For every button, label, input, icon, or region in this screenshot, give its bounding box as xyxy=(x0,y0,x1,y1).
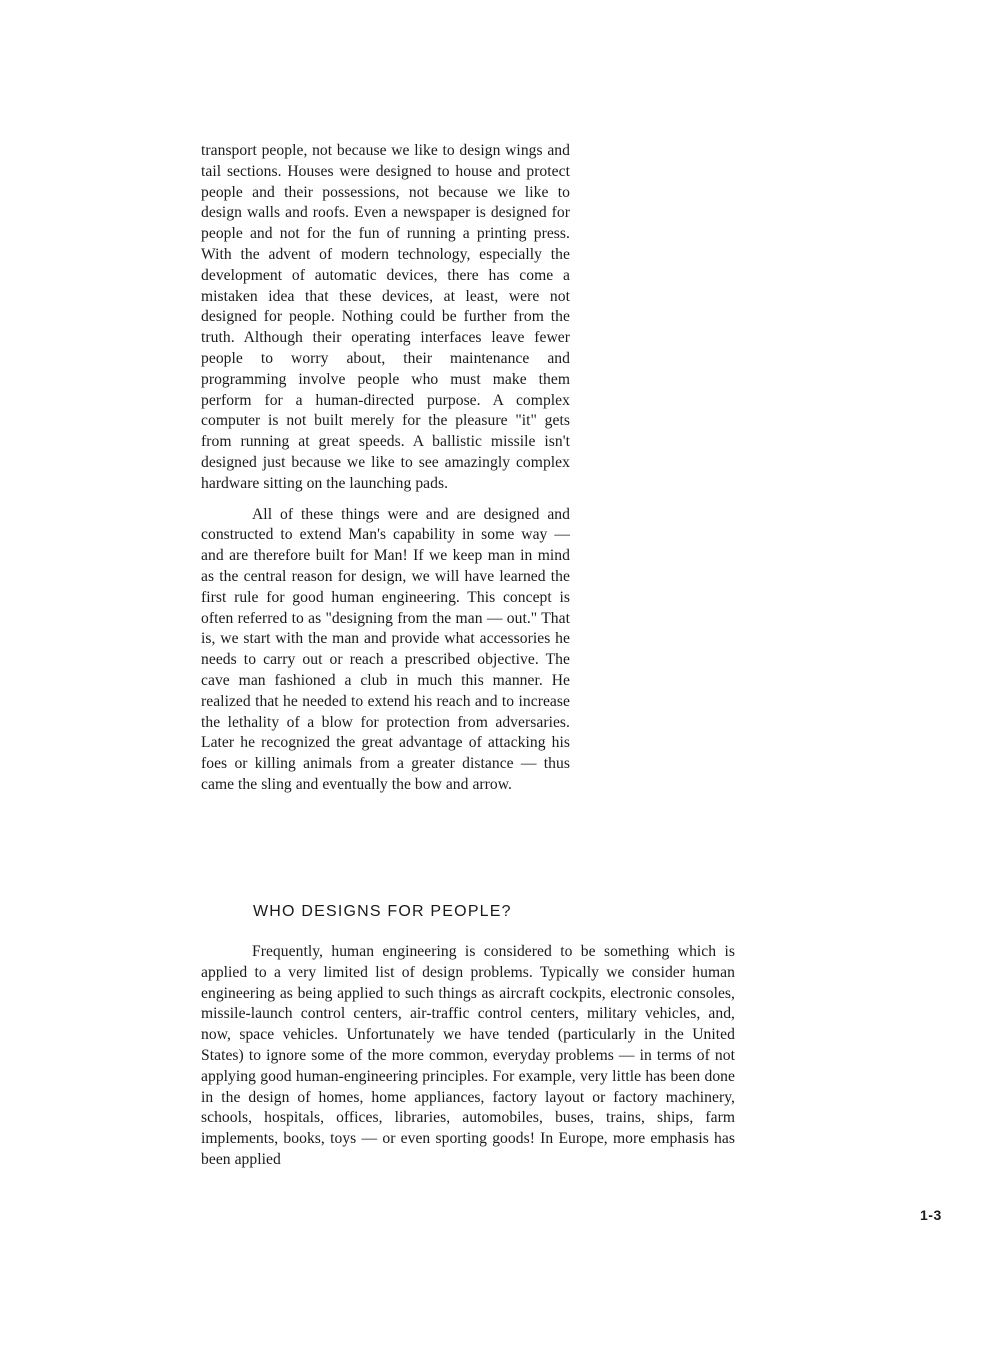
body-paragraph-1: transport people, not because we like to design wings and tail sections. Houses were designed to house and protect people and their possessions, not because we like to design walls and roofs. Even a newspaper is designed for people and not for the fun of running a printing press. With the advent of modern technology, especially the development of automatic devices, there has come a mistaken idea that these devices, at least, were not designed for people. Nothing could be further from the truth. Although their operating interfaces leave fewer people to worry about, their maintenance and programming involve people who must make them perform for a human-directed purpose. A complex computer is not built merely for the pleasure "it" gets from running at great speeds. A ballistic missile isn't designed just because we like to see amazingly complex hardware sitting on the launching pads. xyxy=(201,142,570,492)
narrow-text-column xyxy=(201,141,570,796)
body-paragraph-2: All of these things were and are designed and constructed to extend Man's capability in some way — and are therefore built for Man! If we keep man in mind as the central reason for design, we will have learned the first rule for good human engineering. This concept is often referred to as "designing from the man — out." That is, we start with the man and provide what accessories he needs to carry out or reach a prescribed objective. The cave man fashioned a club in much this manner. He realized that he needed to extend his reach and to increase the lethality of a blow for protection from adversaries. Later he recognized the great advantage of attacking his foes or killing animals from a greater distance — thus came the sling and eventually the bow and arrow. xyxy=(201,505,570,793)
section-heading: WHO DESIGNS FOR PEOPLE? xyxy=(253,903,512,920)
wide-text-column xyxy=(201,942,735,1171)
body-paragraph-3: Frequently, human engineering is considered to be something which is applied to a very limited list of design problems. Typically we consider human engineering as being applied to such things as aircraft cockpits, electronic consoles, missile-launch control centers, air-traffic control centers, military vehicles, and, now, space vehicles. Unfortunately we have tended (particularly in the United States) to ignore some of the more common, everyday problems — in terms of not applying good human-engineering principles. For example, very little has been done in the design of homes, home appliances, factory layout or factory machinery, schools, hospitals, offices, libraries, automobiles, buses, trains, ships, farm implements, books, toys — or even sporting goods! In Europe, more emphasis has been applied xyxy=(201,943,735,1168)
page-number: 1-3 xyxy=(920,1207,942,1223)
